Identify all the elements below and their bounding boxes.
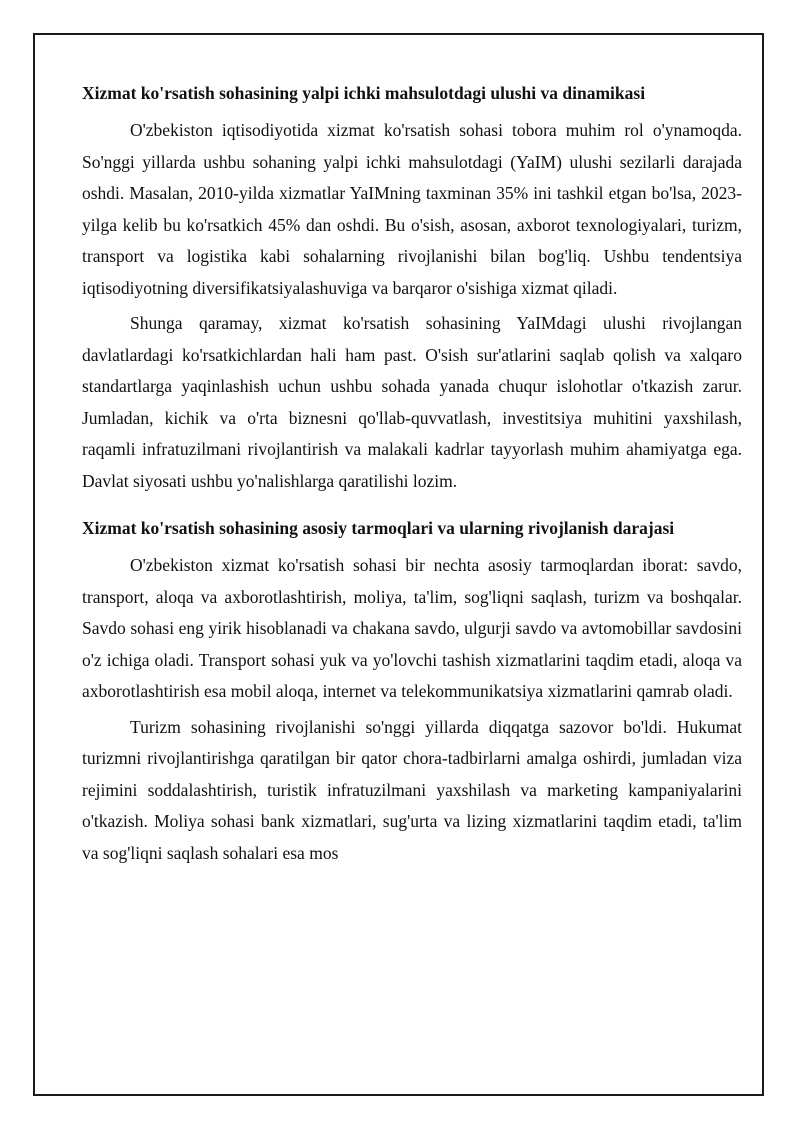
body-paragraph: Shunga qaramay, xizmat ko'rsatish sohasining YaIMdagi ulushi rivojlangan davlatlardagi ko'rsatkichlardan hali ham past. O'sish sur'atlarini saqlab qolish va xalqaro standartlarga yaqinlashish uchun ushbu sohada yanada chuqur islohotlar o'tkazish zarur. Jumladan, kichik va o'rta biznesni qo'llab-quvvatlash, investitsiya muhitini yaxshilash, raqamli infratuzilmani rivojlantirish va malakali kadrlar tayyorlash muhim ahamiyatga ega. Davlat siyosati ushbu yo'nalishlarga qaratilishi lozim. xyxy=(82,313,742,491)
body-paragraph: O'zbekiston xizmat ko'rsatish sohasi bir nechta asosiy tarmoqlardan iborat: savdo, transport, aloqa va axborotlashtirish, moliya, ta'lim, sog'liqni saqlash, turizm va boshqalar. Savdo sohasi eng yirik hisoblanadi va chakana savdo, ulgurji savdo va avtomobillar savdosini o'z ichiga oladi. Transport sohasi yuk va yo'lovchi tashish xizmatlarini taqdim etadi, aloqa va axborotlashtirish esa mobil aloqa, internet va telekommunikatsiya xizmatlarini qamrab oladi. xyxy=(82,555,742,701)
section-services-branches xyxy=(82,517,742,869)
document-body xyxy=(82,82,742,873)
section-services-gdp-share xyxy=(82,82,742,497)
section-heading: Xizmat ko'rsatish sohasining yalpi ichki mahsulotdagi ulushi va dinamikasi xyxy=(82,83,646,103)
section-heading: Xizmat ko'rsatish sohasining asosiy tarmoqlari va ularning rivojlanish darajasi xyxy=(82,518,675,538)
body-paragraph: Turizm sohasining rivojlanishi so'nggi yillarda diqqatga sazovor bo'ldi. Hukumat turizmni rivojlantirishga qaratilgan bir qator chora-tadbirlarni amalga oshirdi, jumladan viza rejimini soddalashtirish, turistik infratuzilmani yaxshilash va marketing kampaniyalarini o'tkazish. Moliya sohasi bank xizmatlari, sug'urta va lizing xizmatlarini taqdim etadi, ta'lim va sog'liqni saqlash sohalari esa mos xyxy=(82,716,742,863)
body-paragraph: O'zbekiston iqtisodiyotida xizmat ko'rsatish sohasi tobora muhim rol o'ynamoqda. So'nggi yillarda ushbu sohaning yalpi ichki mahsulotdagi (YaIM) ulushi sezilarli darajada oshdi. Masalan, 2010-yilda xizmatlar YaIMning taxminan 35% ini tashkil etgan bo'lsa, 2023-yilga kelib bu ko'rsatkich 45% dan oshdi. Bu o'sish, asosan, axborot texnologiyalari, turizm, transport va logistika kabi sohalarning rivojlanishi bilan bog'liq. Ushbu tendentsiya iqtisodiyotning diversifikatsiyalashuviga va barqaror o'sishiga xizmat qiladi. xyxy=(82,120,742,298)
